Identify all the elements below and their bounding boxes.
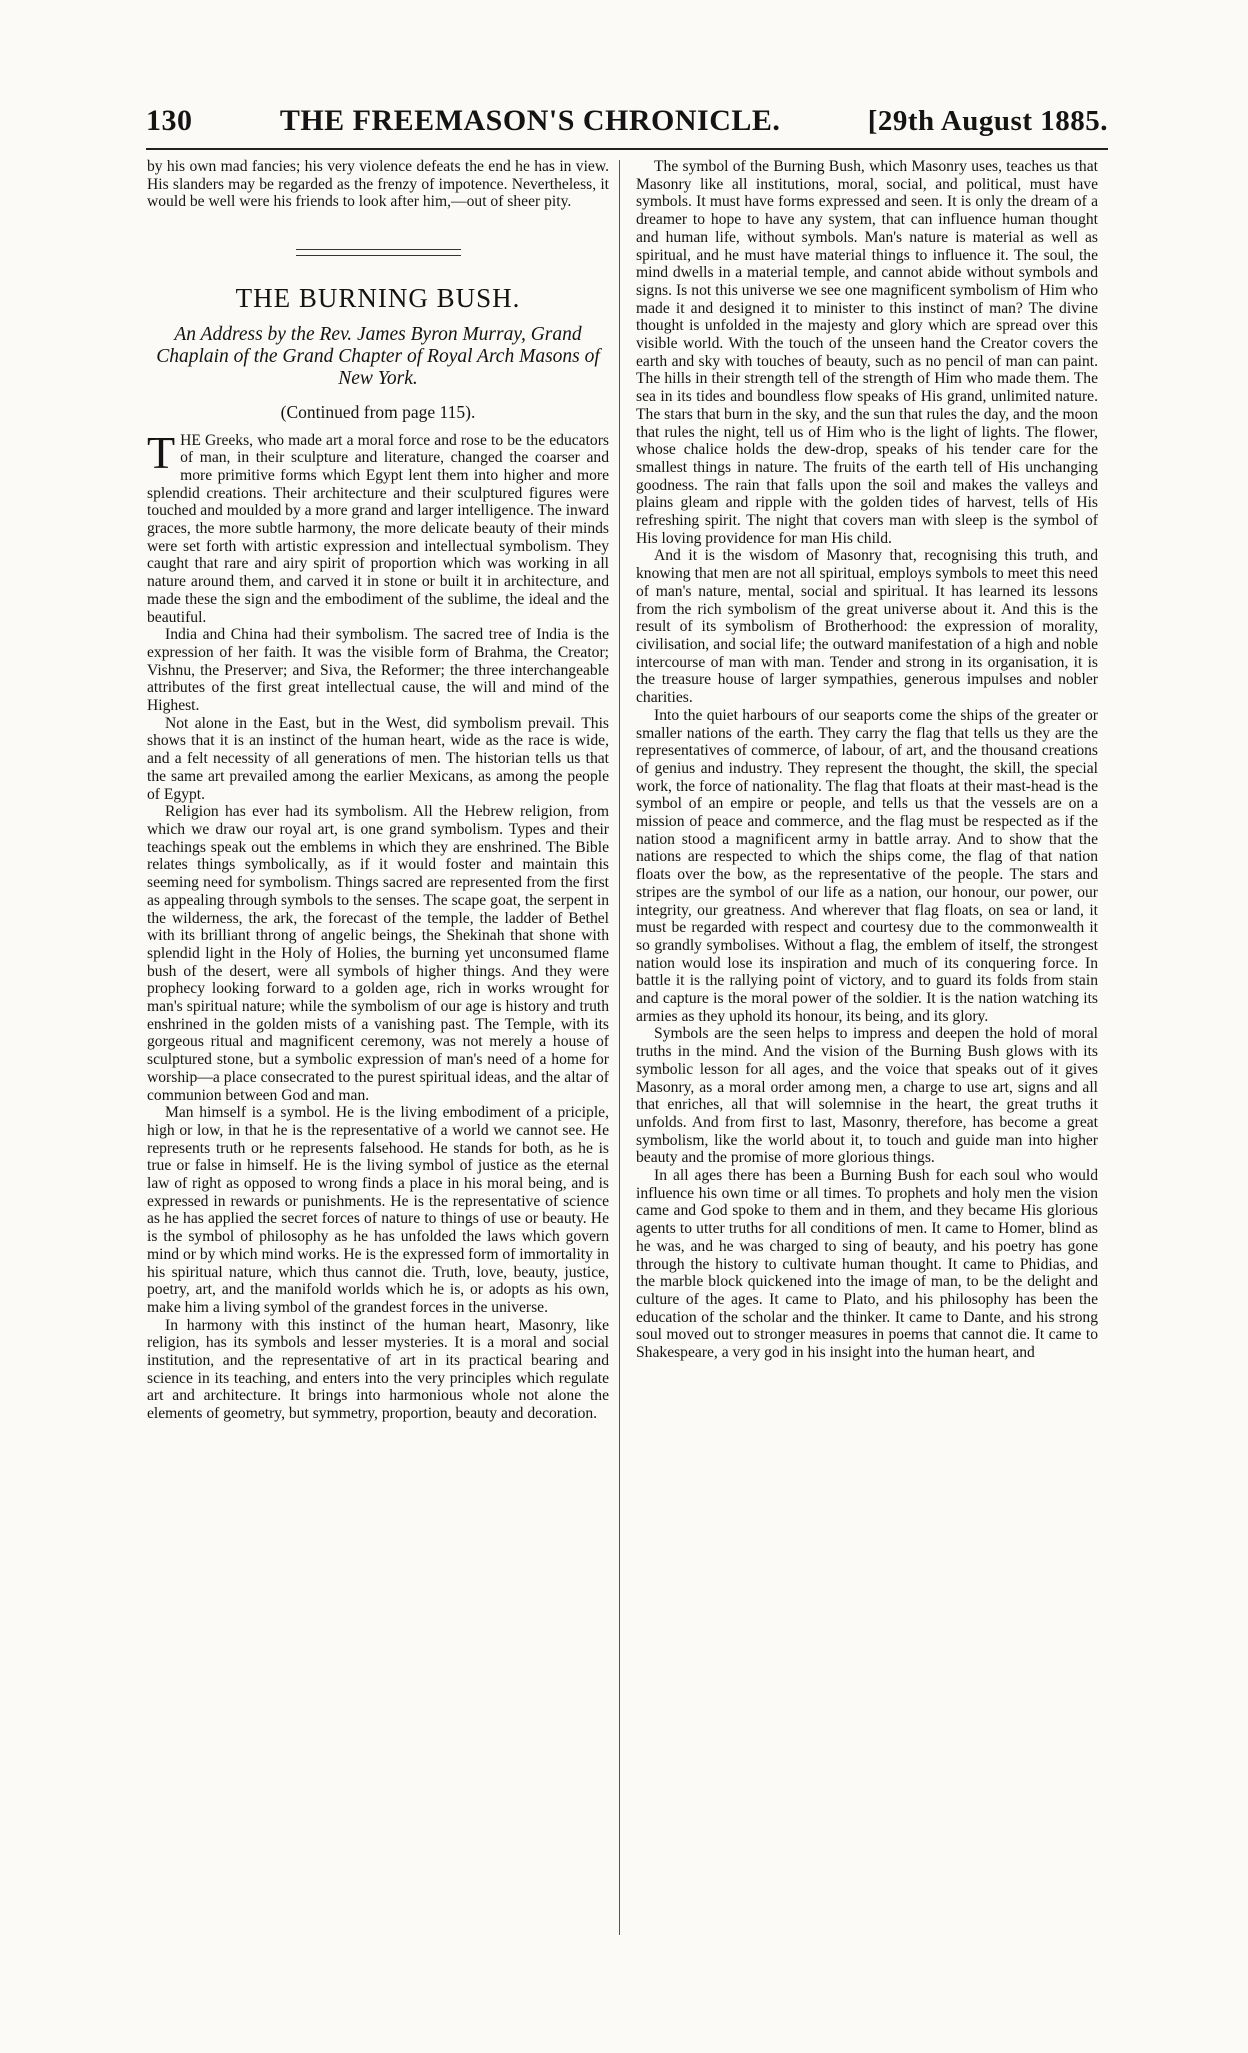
right-column bbox=[636, 158, 1098, 1938]
article-paragraph: Into the quiet harbours of our seaports come the ships of the greater or smaller nations of the earth. They carry the flag that tells us they are the representatives of commerce, of labour, of art, and the thousand creations of genius and industry. They represent the thought, the skill, the special work, the force of nationality. The flag that floats at their mast-head is the symbol of an empire or people, and tells us that the vessels are on a mission of peace and commerce, and the flag must be respected as if the nation stood a magnificent army in battle array. And to show that the nations are respected to which the ships come, the flag of that nation floats over the bow, as the representative of the people. The stars and stripes are the symbol of our life as a nation, our honour, our power, our integrity, our greatness. And wherever that flag floats, on sea or land, it must be regarded with respect and courtesy due to the commonwealth it so grandly symbolises. Without a flag, the emblem of itself, the strongest nation would lose its inspiration and much of its conquering force. In battle it is the rallying point of victory, and to guard its folds from stain and capture is the moral power of the soldier. It is the nation watching its armies as they uphold its honour, its being, and its glory. bbox=[636, 706, 1098, 1025]
preceding-article-end: by his own mad fancies; his very violence defeats the end he has in view. His slanders may be regarded as the frenzy of impotence. Nevertheless, it would be well were his friends to look after him,—out of sheer pity. bbox=[147, 158, 609, 211]
drop-cap: T bbox=[147, 426, 176, 478]
article-paragraph: The symbol of the Burning Bush, which Masonry uses, teaches us that Masonry like all institutions, moral, social, and political, must have symbols. It must have forms expressed and seen. It is only the dream of a dreamer to hope to have any system, that can influence human thought and human life, without symbols. Man's nature is material as well as spiritual, and he must have material things to influence it. The soul, the mind dwells in a material temple, and cannot abide without symbols and signs. Is not this universe we see one magnificent symbolism of Him who made it and designed it to minister to this instinct of man? The divine thought is unfolded in the majesty and glory which are spread over this visible world. With the touch of the unseen hand the Creator covers the earth and sky with touches of beauty, such as no pencil of man can paint. The hills in their strength tell of the strength of Him who made them. The sea in its tides and boundless flow speaks of His grand, unlimited nature. The stars that burn in the sky, and the sun that rules the day, and the moon that rules the night, tell us of Him who is the light of lights. The flower, whose chalice holds the dew-drop, speaks of his tender care for the smallest things in nature. The fruits of the earth tell of His unchanging goodness. The rain that falls upon the soil and makes the valleys and plains gleam and ripple with the golden tides of harvest, tells of His refreshing spirit. The night that covers man with sleep is the symbol of His loving providence for man His child. bbox=[636, 158, 1098, 547]
page-header bbox=[146, 104, 1108, 150]
issue-date: [29th August 1885. bbox=[867, 105, 1108, 137]
paragraph-text: HE Greeks, who made art a moral force and rose to be the educators of man, in their sculpture and literature, changed the coarser and more primitive forms which Egypt lent them into higher and more splendid creations. Their architecture and their sculptured figures were touched and moulded by a more grand and larger intelligence. The inward graces, the more subtle harmony, the more delicate beauty of their minds were set forth with artistic expression and intellectual symbolism. They caught that rare and airy spirit of proportion which was working in all nature around them, and carved it in stone or built it in architecture, and made these the sign and the embodiment of the sublime, the ideal and the beautiful. bbox=[147, 431, 609, 626]
page-number: 130 bbox=[146, 104, 193, 137]
article-paragraph: Symbols are the seen helps to impress and deepen the hold of moral truths in the mind. And the vision of the Burning Bush glows with its symbolic lesson for all ages, and the voice that speaks out of it gives Masonry, as a moral order among men, a charge to use art, signs and all that enriches, all that will solemnise in the heart, the great truths it unfolds. And from first to last, Masonry, therefore, has become a great symbolism, like the world about it, to touch and guide man into higher beauty and the promise of more glorious things. bbox=[636, 1025, 1098, 1167]
article-paragraph: Not alone in the East, but in the West, did symbolism prevail. This shows that it is an instinct of the human heart, wide as the race is wide, and a felt necessity of all generations of men. The historian tells us that the same art prevailed among the earlier Mexicans, as among the people of Egypt. bbox=[147, 714, 609, 803]
continued-note: (Continued from page 115). bbox=[280, 401, 476, 422]
article-title: THE BURNING BUSH. bbox=[235, 283, 521, 314]
publication-title: THE FREEMASON'S CHRONICLE. bbox=[279, 104, 781, 137]
left-column bbox=[147, 158, 609, 1938]
article-paragraph: In harmony with this instinct of the human heart, Masonry, like religion, has its symbols and lesser mysteries. It is a moral and social institution, and the representative of art in its practical bearing and science in its teaching, and enters into the very principles which regulate art and architecture. It brings into harmonious whole not alone the elements of geometry, but symmetry, proportion, beauty and decoration. bbox=[147, 1316, 609, 1423]
article-paragraph: In all ages there has been a Burning Bush for each soul who would influence his own time or all times. To prophets and holy men the vision came and God spoke to them and in them, and they became His glorious agents to utter truths for all conditions of men. It came to Homer, blind as he was, and he was charged to sing of beauty, and his poetry has gone through the history to cultivate human thought. It came to Phidias, and the marble block quickened into the image of man, to be the delight and culture of the ages. It came to Plato, and his philosophy has been the education of the scholar and the thinker. It came to Dante, and his strong soul moved out to stronger measures in poems that cannot die. It came to Shakespeare, a very god in his insight into the human heart, and bbox=[636, 1167, 1098, 1362]
column-divider bbox=[619, 160, 620, 1935]
article-paragraph bbox=[147, 426, 609, 627]
section-separator bbox=[296, 249, 461, 256]
article-paragraph: Religion has ever had its symbolism. All the Hebrew religion, from which we draw our royal art, is one grand symbolism. Types and their teachings speak out the emblems in which they are enshrined. The Bible relates things symbolically, as if it would foster and maintain this seeming need for symbolism. Things sacred are represented from the first as appealing through symbols to the senses. The scape goat, the serpent in the wilderness, the ark, the forecast of the temple, the ladder of Bethel with its brilliant throng of angelic beings, the Shekinah that shone with splendid light in the Holy of Holies, the burning yet unconsumed flame bush of the desert, were all symbols of higher things. And they were prophecy looking forward to a golden age, rich in works wrought for man's spiritual nature; while the symbolism of our age is history and truth enshrined in the golden mists of a vanishing past. The Temple, with its gorgeous ritual and magnificent ceremony, was not merely a house of sculptured stone, but a symbolic expression of man's need of a home for worship—a place consecrated to the purest spiritual ideas, and the altar of communion between God and man. bbox=[147, 803, 609, 1104]
article-paragraph: India and China had their symbolism. The sacred tree of India is the expression of her faith. It was the visible form of Brahma, the Creator; Vishnu, the Preserver; and Siva, the Reformer; the three interchangeable attributes of the first great intellectual cause, the will and mind of the Highest. bbox=[147, 626, 609, 715]
article-paragraph: And it is the wisdom of Masonry that, recognising this truth, and knowing that men are not all spiritual, employs symbols to meet this need of man's nature, mental, social and spiritual. It has learned its lessons from the rich symbolism of the great universe about it. And this is the result of its symbolism of Brotherhood: the expression of morality, civilisation, and social life; the outward manifestation of a high and noble intercourse of man with man. Tender and strong in its organisation, it is the treasure house of larger sympathies, generous impulses and nobler charities. bbox=[636, 547, 1098, 707]
article-byline: An Address by the Rev. James Byron Murray, Grand Chaplain of the Grand Chapter of Royal Arch Masons of New York. bbox=[156, 323, 600, 389]
article-paragraph: Man himself is a symbol. He is the living embodiment of a priciple, high or low, in that he is the representative of a world we cannot see. He represents truth or he represents falsehood. He stands for both, as he is true or false in himself. He is the living symbol of justice as the eternal law of right as opposed to wrong finds a place in his moral being, and is expressed in rewards or punishments. He is the representative of science as he has applied the secret forces of nature to things of use or beauty. He is the symbol of philosophy as he has unfolded the laws which govern mind or by which mind works. He is the expressed form of immortality in his spiritual nature, which thus cannot die. Truth, love, beauty, justice, poetry, art, and the manifold worlds which he is, or adopts as his own, make him a living symbol of the grandest forces in the universe. bbox=[147, 1104, 609, 1316]
